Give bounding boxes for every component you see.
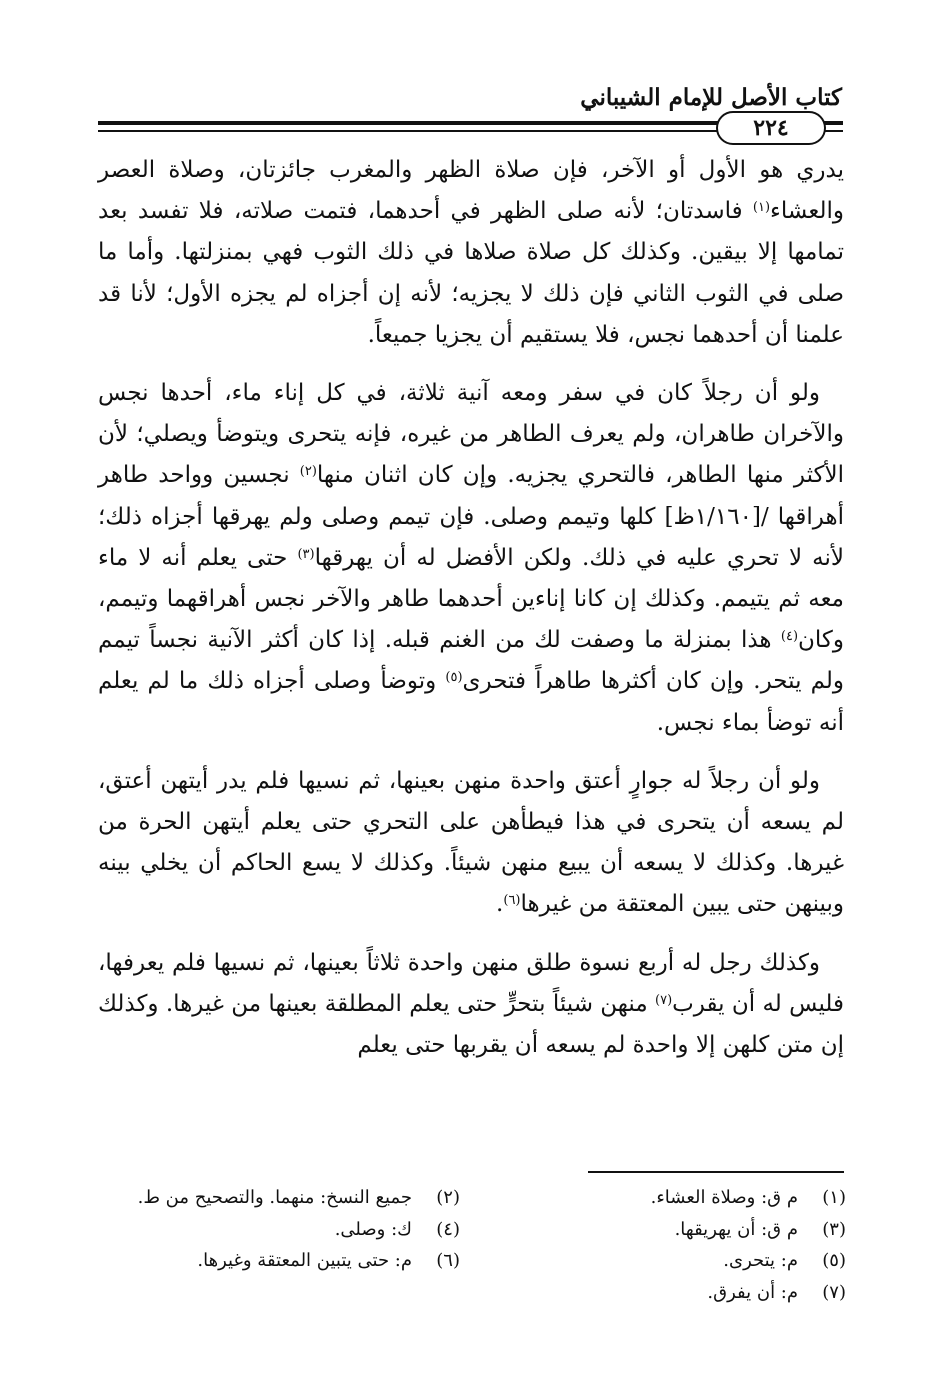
text-run: منهن شيئاً بتحرٍّ حتى يعلم المطلقة بعينها من غيرها. وكذلك إن متن كلهن إلا واحدة لم يسعه أن يقربها حتى يعلم — [98, 990, 844, 1059]
text-run: ولو أن رجلاً له جوارٍ أعتق واحدة منهن بعينها، ثم نسيها فلم يدر أيتهن أعتق، لم يسعه أن يتحرى في هذا فيطأهن على التحري حتى يعلم أيتهن الحرة من غيرها. وكذلك لا يسعه أن يبيع منهن شيئاً. وكذلك لا يسع الحاكم أن يخلي بينه وبينهن حتى يبين المعتقة من غيرها — [98, 767, 845, 918]
footnote-5 — [586, 1245, 846, 1277]
footnote-text: م: أن يفرق. — [707, 1281, 798, 1303]
footnote-number: (٥) — [822, 1250, 846, 1271]
footnote-ref-2: (٢) — [299, 464, 317, 480]
footnote-ref-6: (٦) — [503, 893, 521, 909]
footnote-text: م ق: وصلاة العشاء. — [650, 1187, 798, 1208]
footnote-2 — [100, 1182, 460, 1214]
footnote-text: م: يتحرى. — [723, 1250, 798, 1271]
footnote-1 — [586, 1182, 846, 1214]
footnote-ref-1: (١) — [752, 200, 771, 216]
footnote-number: (٤) — [436, 1218, 460, 1240]
paragraph-4 — [98, 943, 844, 1067]
text-run: ولو أن رجلاً كان في سفر ومعه آنية ثلاثة، في كل إناء ماء، أحدها نجس والآخران طاهران، ولم يعرف الطاهر من غيره، فإنه يتحرى ويتوضأ ويصلي؛ لأن الأكثر منها الطاهر، فالتحري يجزيه. وإن كان اثنان منها — [98, 380, 845, 489]
footnote-6 — [100, 1245, 460, 1277]
text-run: يدري هو الأول أو الآخر، فإن صلاة الظهر والمغرب جائزتان، وصلاة العصر والعشاء — [98, 157, 844, 225]
paragraph-2 — [98, 373, 844, 744]
text-run: فاسدتان؛ لأنه صلى الظهر في أحدهما، فتمت صلاته، فلا تفسد بعد تمامها إلا بيقين. وكذلك كل صلاة صلاها في ذلك الثوب فهي بمنزلتها. وأما ما صلى في الثوب الثاني فإن ذلك لا يجزيه؛ لأنه إن أجزاه لم يجزه الأول؛ لأنا قد علمنا أن أحدهما نجس، فلا يستقيم أن يجزيا جميعاً. — [98, 198, 844, 348]
running-title: كتاب الأصل للإمام الشيباني — [580, 84, 842, 111]
footnotes-column-right — [586, 1182, 846, 1308]
footnote-separator — [588, 1171, 844, 1173]
footnote-number: (٧) — [822, 1281, 846, 1303]
footnote-text: م: حتى يتبين المعتقة وغيرها. — [197, 1250, 412, 1271]
footnote-text: جميع النسخ: منهما. والتصحيح من ط. — [137, 1187, 412, 1208]
footnote-3 — [586, 1214, 846, 1246]
footnote-ref-4: (٤) — [780, 629, 799, 645]
text-run: وتوضأ وصلى أجزاه ذلك ما لم يعلم أنه توضأ بماء نجس. — [98, 668, 844, 736]
footnote-number: (٣) — [822, 1218, 846, 1240]
footnote-ref-3: (٣) — [297, 546, 315, 562]
text-run: وكذلك رجل له أربع نسوة طلق منهن واحدة ثلاثاً بعينها، ثم نسيها فلم يعرفها، فليس له أن يقرب — [98, 949, 844, 1017]
footnote-ref-7: (٧) — [655, 992, 673, 1008]
footnote-number: (٢) — [436, 1187, 460, 1208]
main-text — [98, 150, 844, 1083]
paragraph-1 — [98, 150, 844, 356]
text-run: هذا بمنزلة ما وصفت لك من الغنم قبله. إذا كان أكثر الآنية نجساً تيمم ولم يتحر. وإن كان أكثرها طاهراً فتحرى — [98, 627, 844, 695]
text-run: حتى يعلم أنه لا ماء معه ثم يتيمم. وكذلك إن كانا إناءين أحدهما طاهر والآخر نجس أهراقهما وتيمم، وكان — [98, 544, 844, 654]
footnote-number: (٦) — [436, 1250, 460, 1271]
paragraph-3 — [98, 761, 844, 926]
text-run: نجسين وواحد طاهر أهراقها /[١/١٦٠ظ] كلها وتيمم وصلى. فإن تيمم وصلى ولم يهرقها أجزاه ذلك؛ لأنه لا تحري عليه في ذلك. ولكن الأفضل له أن يهرقها — [98, 462, 844, 571]
footnotes-column-left — [100, 1182, 460, 1277]
page-number: ٢٢٤ — [716, 111, 826, 145]
footnote-7 — [586, 1277, 846, 1309]
footnote-ref-5: (٥) — [445, 670, 463, 686]
footnote-number: (١) — [822, 1187, 846, 1208]
footnote-text: ك: وصلى. — [334, 1218, 412, 1240]
footnote-text: م ق: أن يهريقها. — [674, 1218, 798, 1240]
footnote-4 — [100, 1214, 460, 1246]
text-run: . — [496, 891, 504, 918]
